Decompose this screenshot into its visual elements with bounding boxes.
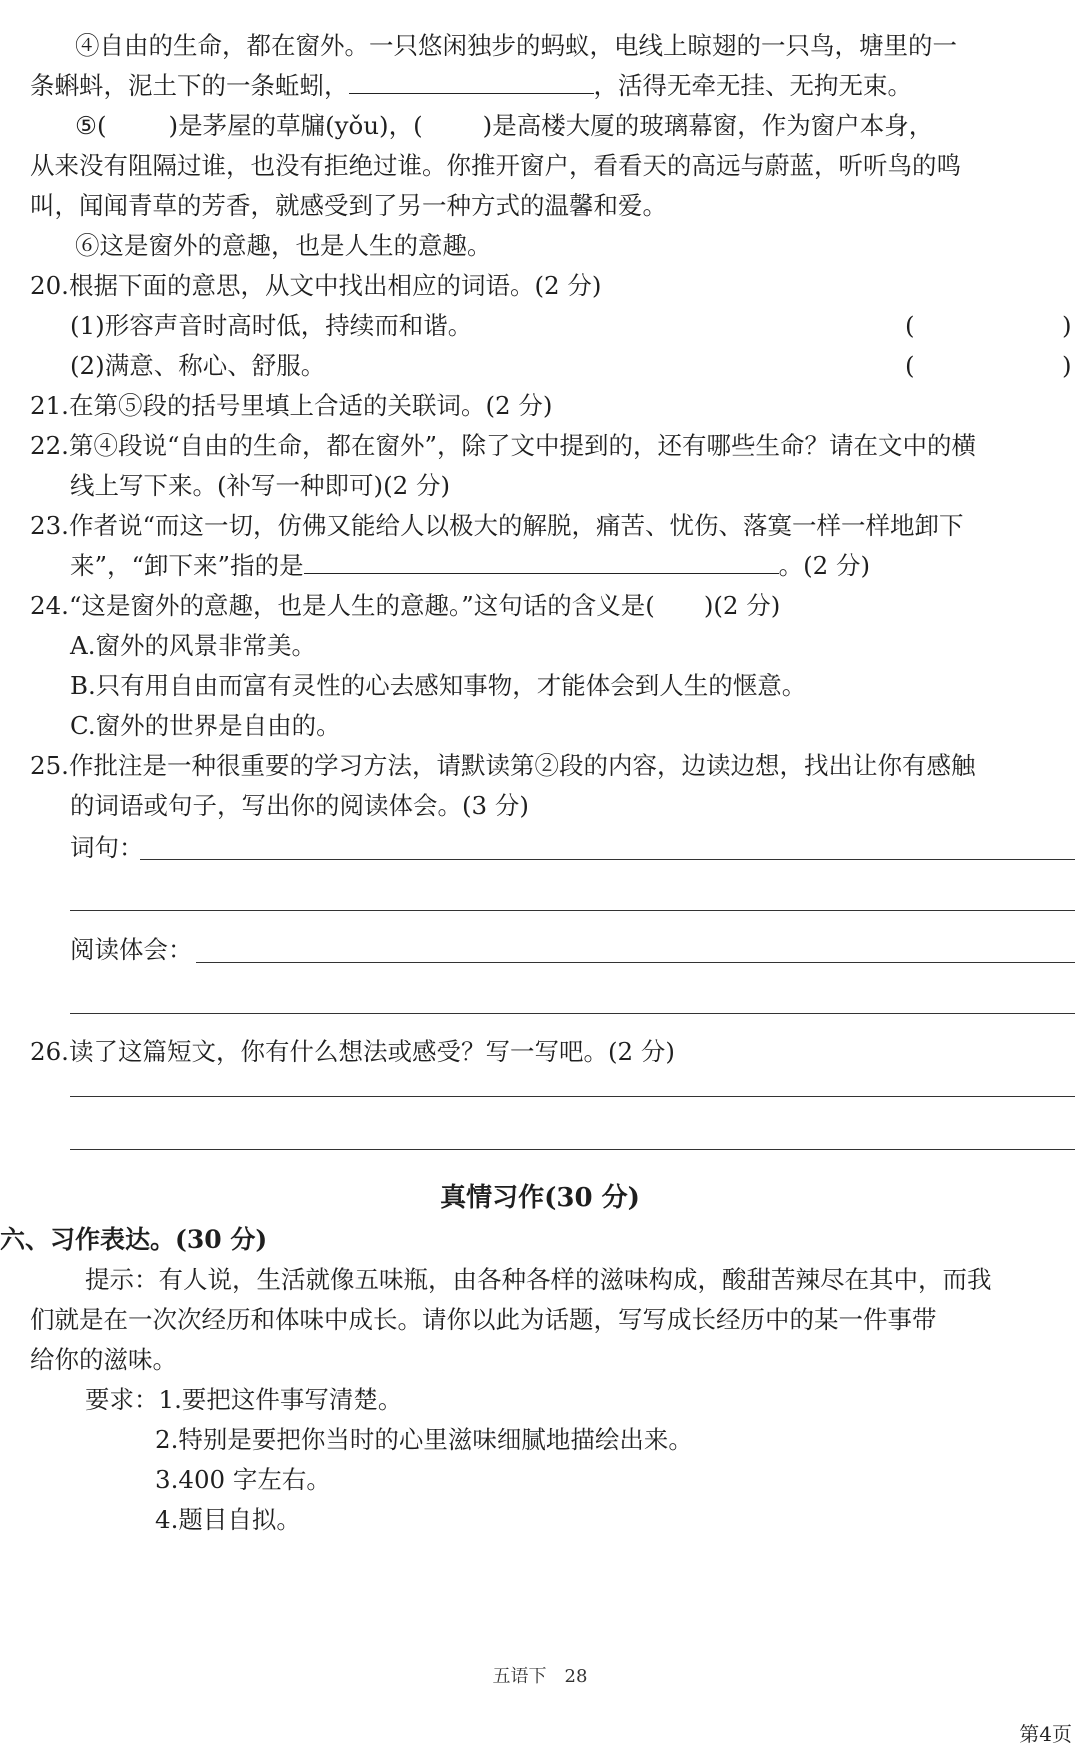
question-21: 21.在第⑤段的括号里填上合适的关联词。(2 分) [30,391,553,420]
prompt-hint-line-2: 们就是在一次次经历和体味中成长。请你以此为话题，写写成长经历中的某一件事带 [30,1305,937,1334]
requirement-4: 4.题目自拟。 [155,1505,301,1534]
question-20-item-1: (1)形容声音时高时低，持续而和谐。 [70,311,473,340]
section-title: 六、习作表达。(30 分) [0,1225,268,1254]
answer-paren-close: ) [1062,351,1072,380]
q25-reflection-label: 阅读体会： [70,935,193,964]
passage-paragraph-6: ⑥这是窗外的意趣，也是人生的意趣。 [75,231,492,260]
question-20-item-2: (2)满意、称心、舒服。 [70,351,326,380]
requirement-1: 要求：1.要把这件事写清楚。 [85,1385,403,1414]
answer-line[interactable] [70,1149,1075,1150]
requirement-3: 3.400 字左右。 [155,1465,331,1494]
passage-paragraph-5-line-3: 叫，闻闻青草的芳香，就感受到了另一种方式的温馨和爱。 [30,191,667,220]
option-c[interactable]: C.窗外的世界是自由的。 [70,711,341,740]
passage-text: )是高楼大厦的玻璃幕窗，作为窗户本身， [482,111,934,140]
prompt-hint-line-1: 提示：有人说，生活就像五味瓶，由各种各样的滋味构成，酸甜苦辣尽在其中，而我 [85,1265,992,1294]
question-text: 。(2 分) [778,551,871,580]
answer-paren-open: ( [905,311,915,340]
q25-phrase-label: 词句： [70,833,144,862]
question-22-line-1: 22.第④段说“自由的生命，都在窗外”，除了文中提到的，还有哪些生命？请在文中的横 [30,431,977,460]
answer-line[interactable] [70,1013,1075,1014]
section-heading: 真情习作(30 分) [440,1183,640,1213]
option-a[interactable]: A.窗外的风景非常美。 [70,631,316,660]
answer-line[interactable] [70,1096,1075,1097]
answer-line-phrase[interactable] [140,859,1075,860]
book-page-label: 五语下 28 [492,1666,588,1687]
passage-text: 条蝌蚪，泥土下的一条蚯蚓， [30,71,349,100]
passage-paragraph-4-line-2 [30,64,1080,108]
passage-text: )是茅屋的草牖(yǒu)，( [168,111,423,140]
question-20: 20.根据下面的意思，从文中找出相应的词语。(2 分) [30,271,602,300]
requirement-2: 2.特别是要把你当时的心里滋味细腻地描绘出来。 [155,1425,693,1454]
passage-paragraph-5-line-1 [75,104,1080,148]
passage-paragraph-4-line-1: ④自由的生命，都在窗外。一只悠闲独步的蚂蚁，电线上晾翅的一只鸟，塘里的一 [75,31,957,60]
passage-text: ，活得无牵无挂、无拘无束。 [593,71,912,100]
question-24: 24.“这是窗外的意趣，也是人生的意趣。”这句话的含义是( )(2 分) [30,591,781,620]
question-25-line-1: 25.作批注是一种很重要的学习方法，请默读第②段的内容，边读边想，找出让你有感触 [30,751,976,780]
question-text: 来”，“卸下来”指的是 [70,551,304,580]
fill-blank-q22[interactable] [349,67,594,94]
question-25-line-2: 的词语或句子，写出你的阅读体会。(3 分) [70,791,529,820]
page-number: 第4页 [1019,1722,1072,1746]
answer-paren-open: ( [905,351,915,380]
answer-paren-close: ) [1062,311,1072,340]
question-23-line-2 [70,544,1080,588]
answer-line[interactable] [70,910,1075,911]
passage-paragraph-5-line-2: 从来没有阻隔过谁，也没有拒绝过谁。你推开窗户，看看天的高远与蔚蓝，听听鸟的鸣 [30,151,961,180]
question-23-line-1: 23.作者说“而这一切，仿佛又能给人以极大的解脱，痛苦、忧伤、落寞一样一样地卸下 [30,511,964,540]
answer-blank-q23[interactable] [304,547,779,574]
question-26: 26.读了这篇短文，你有什么想法或感受？写一写吧。(2 分) [30,1037,675,1066]
question-22-line-2: 线上写下来。(补写一种即可)(2 分) [70,471,451,500]
option-b[interactable]: B.只有用自由而富有灵性的心去感知事物，才能体会到人生的惬意。 [70,671,807,700]
prompt-hint-line-3: 给你的滋味。 [30,1345,177,1374]
passage-text: ⑤( [75,111,107,140]
answer-line-reflection[interactable] [196,962,1075,963]
